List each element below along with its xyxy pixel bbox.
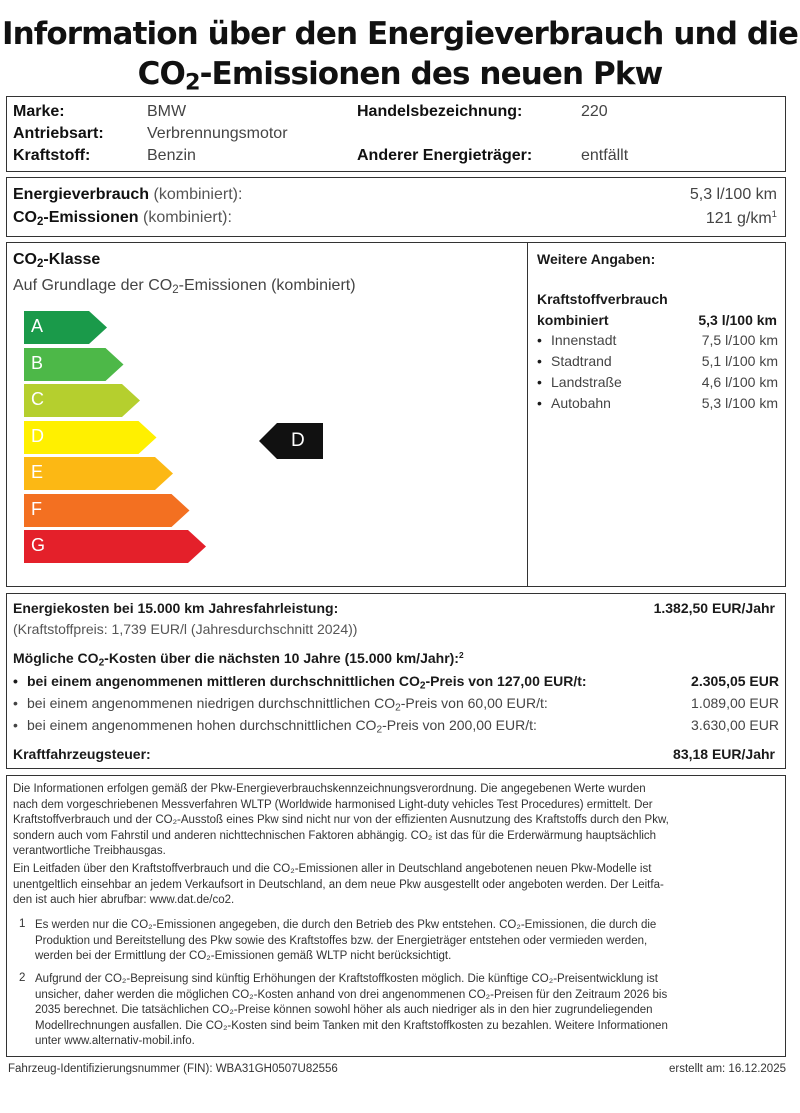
page-title <box>0 14 800 103</box>
antrieb-value: Verbrennungsmotor <box>147 125 288 142</box>
kraftstoff-label: Kraftstoff: <box>13 147 91 164</box>
co2-class-bar-a <box>24 311 107 344</box>
co2-class-letter: D <box>31 425 44 446</box>
kfz-steuer-value: 83,18 EUR/Jahr <box>673 746 775 762</box>
co2-class-bar-b <box>24 348 124 381</box>
footnote-1-number: 1 <box>19 918 26 930</box>
info-paragraph-2: Ein Leitfaden über den Kraftstoffverbrauch und die CO₂-Emissionen aller in Deutschland angebotenen neuen Pkw-Modelle ist unentgeltlich einsehbar an jedem Verkaufsort in Deutschland, an dem neue Pkw ausgestellt oder angeboten werden. Der Leitfa- den ist auch hier abrufbar: www.dat.de/co2. <box>13 863 664 907</box>
co2-emissionen-value: 121 $g/km^1$ <box>705 209 777 227</box>
current-class-letter: D <box>291 430 305 451</box>
handel-label: Handelsbezeichnung: <box>357 103 523 120</box>
kombiniert-value: 5,3 l/100 km <box>698 312 777 328</box>
created-date: erstellt am: 16.12.2025 <box>669 1063 786 1075</box>
footnote-2-number: 2 <box>19 972 26 984</box>
co2-class-bar-shape <box>24 494 190 527</box>
co2-class-bar-f <box>24 494 190 527</box>
co2-class-heading: $CO_2$-Klasse <box>13 251 101 270</box>
anderer-label: Anderer Energieträger: <box>357 147 533 164</box>
co2-class-bar-d <box>24 421 157 454</box>
co2-kosten-heading: Mögliche $CO_2$-Kosten über die nächsten 10 Jahre (15.000 km/Jahr):$^2$ <box>13 650 464 669</box>
co2-class-letter: C <box>31 389 44 409</box>
co2-class-bar-shape <box>24 530 206 563</box>
anderer-value: entfällt <box>581 147 629 164</box>
weitere-heading: Weitere Angaben: <box>537 251 656 267</box>
divider <box>527 243 528 586</box>
co2-class-letter: B <box>31 352 44 373</box>
co2-class-bar-e <box>24 457 173 490</box>
footnote-2: Aufgrund der CO₂-Bepreisung sind künftig Erhöhungen der Kraftstoffkosten möglich. Die künftige CO₂-Preisentwicklung ist unsicher, daher werden die möglichen CO₂-Kosten anhand von drei angenommenen CO₂-Preisen für den Zeitraum 2026 bis 2035 berechnet. Die tatsächlichen CO₂-Preise können sowohl höher als auch niedriger als in den hier zugrundeliegenden Modellrechnungen ausfallen. Die CO₂-Kosten sind beim Tanken mit den Kraftstoffkosten zu bezahlen. Weitere Informationen unter www.alternativ-mobil.info. <box>35 973 668 1048</box>
energieverbrauch-value: 5,3 l/100 km <box>689 186 777 203</box>
marke-value: BMW <box>147 103 187 120</box>
co2-class-letter: F <box>31 498 42 519</box>
co2-class-letter: G <box>31 535 46 555</box>
kraftstoffpreis-note: (Kraftstoffpreis: 1,739 EUR/l (Jahresdurchschnitt 2024)) <box>13 621 358 637</box>
fin-text: Fahrzeug-Identifizierungsnummer (FIN): WBA31GH0507U82556 <box>8 1063 338 1075</box>
footnote-1: Es werden nur die CO₂-Emissionen angegeben, die durch den Betrieb des Pkw entstehen. CO₂-Emissionen, die durch die Produktion und Bereitstellung des Pkw sowie des Kraftstoffes bzw. der Energieträger entstehen oder vermieden werden, werden bei der Ermittlung der CO₂-Emissionen gemäß WLTP nicht berücksichtigt. <box>35 919 657 963</box>
kombiniert-label: kombiniert <box>537 312 609 328</box>
co2-class-subheading: Auf Grundlage der $CO_2$-Emissionen (kombiniert) <box>13 277 356 296</box>
kfz-steuer-label: Kraftfahrzeugsteuer: <box>13 746 151 762</box>
energiekosten-value: 1.382,50 EUR/Jahr <box>653 600 775 616</box>
title-line-1: Information über den Energieverbrauch und die <box>1 16 799 52</box>
co2-class-bar-g <box>24 530 206 563</box>
info-paragraph-1: Die Informationen erfolgen gemäß der Pkw-Energieverbrauchskennzeichnungsverordnung. Die angegebenen Werte wurden nach dem vorgeschriebenen Messverfahren WLTP (Worldwide harmonised Light-duty vehicles Test Procedures) ermittelt. Der Kraftstoffverbrauch und der CO₂-Ausstoß eines Pkw sind nicht nur von der effizienten Ausnutzung des Kraftstoffs durch den Pkw, sondern auch vom Fahrstil und anderen nichttechnischen Faktoren abhängig. CO₂ ist das für die Erderwärmung hauptsächlich verantwortliche Treibhausgas. <box>13 783 669 858</box>
co2-class-box: $CO_2$-Klasse Auf Grundlage der $CO_2$-Emissionen (kombiniert) A B C D E F G D Weitere Angaben: Kraftstoffverbrauch kombiniert 5,3 l/100 km • Innenstadt 7,5 l/100 km • Stadtrand 5,1 l/100 km • Landstraße 4,6 l/100 km • Autobahn 5,3 l/100 km <box>6 242 786 587</box>
title-line-2: $CO_2$-Emissionen des neuen Pkw <box>137 56 663 96</box>
energiekosten-label: Energiekosten bei 15.000 km Jahresfahrleistung: <box>13 600 339 616</box>
kraftstoffverbrauch-heading: Kraftstoffverbrauch <box>537 291 668 307</box>
current-class-indicator <box>259 423 323 459</box>
consumption-box <box>6 177 786 237</box>
antrieb-label: Antriebsart: <box>13 125 104 142</box>
vehicle-info-box <box>6 96 786 172</box>
kraftstoff-value: Benzin <box>147 147 196 164</box>
energieverbrauch-label: Energieverbrauch (kombiniert): <box>13 186 243 203</box>
co2-class-bar-c <box>24 384 140 417</box>
handel-value: 220 <box>581 103 608 120</box>
co2-class-bar-shape <box>24 457 173 490</box>
co2-class-letter: E <box>31 462 44 482</box>
costs-box: Energiekosten bei 15.000 km Jahresfahrleistung: 1.382,50 EUR/Jahr (Kraftstoffpreis: 1,739 EUR/l (Jahresdurchschnitt 2024)) Mögliche $CO_2$-Kosten über die nächsten 10 Jahre (15.000 km/Jahr):$^2$ • bei einem angenommenen mittleren durchschnittlichen $CO_2$-Preis von 127,00 EUR/t: 2.305,05 EUR • bei einem angenommenen niedrigen durchschnittlichen $CO_2$-Preis von 60,00 EUR/t: 1.089,00 EUR • bei einem angenommenen hohen durchschnittlichen $CO_2$-Preis von 200,00 EUR/t: 3.630,00 EUR Kraftfahrzeugsteuer: 83,18 EUR/Jahr <box>6 593 786 769</box>
notes-box <box>6 775 786 1057</box>
marke-label: Marke: <box>13 103 65 120</box>
co2-class-letter: A <box>31 316 44 336</box>
co2-emissionen-label: $CO_2$-Emissionen (kombiniert): <box>13 209 232 228</box>
